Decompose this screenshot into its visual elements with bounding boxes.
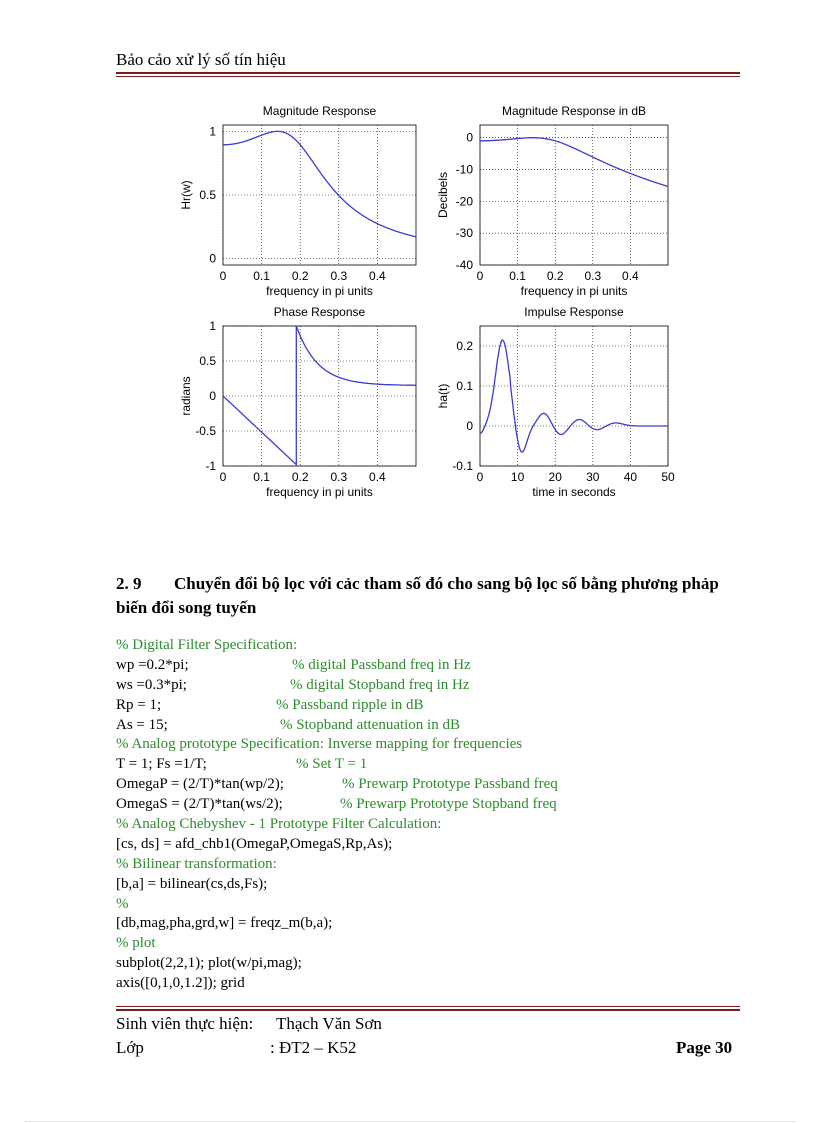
code-line (116, 676, 522, 696)
y-tick-label: 0.1 (456, 379, 473, 393)
x-tick-label: 0.2 (291, 470, 309, 484)
x-tick-label: 0.4 (622, 269, 639, 283)
code-statement: [b,a] = bilinear(cs,ds,Fs); (116, 875, 268, 892)
code-line (116, 914, 522, 934)
x-tick-label: 0.2 (291, 269, 309, 283)
x-tick-label: 0.4 (369, 269, 386, 283)
x-axis-label: frequency in pi units (266, 284, 373, 298)
x-tick-label: 40 (623, 470, 638, 484)
plot-title: Impulse Response (524, 305, 624, 319)
y-tick-label: 0.2 (456, 339, 473, 353)
code-line (116, 795, 557, 815)
y-tick-label: 1 (209, 124, 216, 139)
x-tick-label: 0.1 (509, 269, 526, 283)
code-statement: As = 15; (116, 716, 168, 733)
code-comment: % digital Stopband freq in Hz (290, 676, 470, 693)
code-statement: OmegaS = (2/T)*tan(ws/2); (116, 796, 283, 813)
code-comment: % Prewarp Prototype Stopband freq (340, 796, 557, 813)
y-tick-label: -40 (455, 258, 473, 272)
code-line (116, 934, 522, 954)
y-tick-label: 1 (209, 319, 216, 333)
matlab-code-block (116, 636, 558, 994)
code-comment: % digital Passband freq in Hz (292, 656, 471, 673)
y-axis-label: radians (179, 376, 193, 416)
code-comment: % plot (116, 935, 156, 952)
x-axis-label: frequency in pi units (266, 485, 373, 499)
section-heading (116, 572, 740, 620)
code-line (116, 855, 522, 875)
code-line (116, 636, 522, 656)
code-statement: axis([0,1,0,1.2]); grid (116, 975, 245, 992)
code-line (116, 974, 522, 994)
code-statement: [cs, ds] = afd_chb1(OmegaP,OmegaS,Rp,As); (116, 835, 393, 852)
y-axis-label: ha(t) (436, 383, 450, 409)
plot-frame (480, 326, 668, 466)
x-tick-label: 0.2 (546, 269, 564, 283)
code-statement: OmegaP = (2/T)*tan(wp/2); (116, 776, 284, 793)
code-comment: % Passband ripple in dB (276, 696, 424, 713)
page-edge (25, 1121, 795, 1122)
plot-title: Magnitude Response (262, 104, 377, 118)
x-tick-label: 0 (219, 269, 227, 283)
code-comment: % Analog Chebyshev - 1 Prototype Filter Calculation: (116, 816, 442, 833)
section-number: 2. 9 (116, 574, 142, 593)
code-statement: [db,mag,pha,grd,w] = freqz_m(b,a); (116, 915, 333, 932)
x-tick-label: 10 (510, 470, 525, 484)
code-line (116, 696, 522, 716)
code-line (116, 895, 522, 915)
code-line (116, 735, 522, 755)
x-tick-label: 0.3 (330, 269, 348, 283)
footer-student-name: Thạch Văn Sơn (276, 1014, 382, 1033)
x-tick-label: 0.3 (584, 269, 602, 283)
y-axis-label: Decibels (436, 171, 450, 219)
y-tick-label: -30 (455, 226, 473, 241)
x-tick-label: 0 (476, 269, 484, 283)
y-tick-label: 0 (209, 251, 216, 266)
x-axis-label: frequency in pi units (520, 284, 628, 298)
x-tick-label: 0.3 (330, 470, 348, 484)
x-tick-label: 0.1 (253, 470, 270, 484)
code-line (116, 815, 522, 835)
y-tick-label: 0.5 (199, 188, 216, 202)
document-header: Bảo cảo xử lý số tín hiệu (116, 50, 286, 69)
x-tick-label: 0.4 (369, 470, 386, 484)
footer-class-value: : ĐT2 – K52 (270, 1038, 357, 1057)
code-statement: wp =0.2*pi; (116, 656, 189, 673)
code-statement: ws =0.3*pi; (116, 676, 187, 693)
x-tick-label: 0.1 (253, 269, 270, 283)
x-tick-label: 30 (586, 470, 600, 484)
y-tick-label: 0 (466, 419, 473, 433)
y-tick-label: -10 (455, 162, 473, 177)
code-comment: % Bilinear transformation: (116, 855, 277, 872)
code-line (116, 954, 522, 974)
response-curve (480, 138, 668, 187)
code-comment: % (116, 895, 129, 912)
response-curve (223, 131, 416, 236)
y-tick-label: 0.5 (199, 354, 216, 368)
y-tick-label: 0 (209, 389, 216, 403)
filter-response-figure (0, 0, 816, 520)
code-comment: % Prewarp Prototype Passband freq (342, 776, 558, 793)
y-axis-label: Hr(w) (179, 180, 193, 210)
response-curve (223, 326, 416, 465)
y-tick-label: -0.1 (452, 459, 473, 473)
code-statement: Rp = 1; (116, 696, 162, 713)
x-tick-label: 0 (219, 470, 227, 484)
response-curve (480, 340, 668, 452)
y-tick-label: -0.5 (195, 424, 216, 438)
plot-title: Magnitude Response in dB (501, 104, 647, 118)
plot-frame (480, 125, 668, 265)
x-tick-label: 50 (661, 470, 675, 484)
code-statement: T = 1; Fs =1/T; (116, 756, 207, 773)
y-tick-label: 0 (466, 130, 473, 145)
code-comment: % Analog prototype Specification: Inverse mapping for frequencies (116, 736, 523, 753)
section-title: Chuyển đổi bộ lọc với cảc tham số đó cho sang bộ lọc số bằng phương phảp biến đổi song tuyến (116, 574, 719, 617)
code-comment: % Stopband attenuation in dB (280, 716, 460, 733)
code-statement: subplot(2,2,1); plot(w/pi,mag); (116, 955, 302, 972)
y-tick-label: -20 (455, 194, 473, 209)
code-line (116, 775, 558, 795)
footer-rule-thin (116, 1006, 740, 1007)
code-line (116, 755, 522, 775)
code-line (116, 716, 522, 736)
code-comment: % Digital Filter Specification: (116, 637, 298, 653)
footer-class-label: Lớp (116, 1038, 144, 1057)
code-line (116, 835, 522, 855)
footer-rule (116, 1009, 740, 1011)
y-tick-label: -1 (205, 459, 216, 473)
x-tick-label: 20 (548, 470, 562, 484)
code-line (116, 875, 522, 895)
footer-student-label: Sinh viên thực hiện: (116, 1014, 254, 1033)
x-tick-label: 0 (476, 470, 484, 484)
plot-title: Phase Response (273, 305, 366, 319)
code-comment: % Set T = 1 (296, 756, 368, 773)
code-line (116, 656, 522, 676)
x-axis-label: time in seconds (532, 485, 616, 499)
footer-page-number: Page 30 (676, 1038, 733, 1057)
